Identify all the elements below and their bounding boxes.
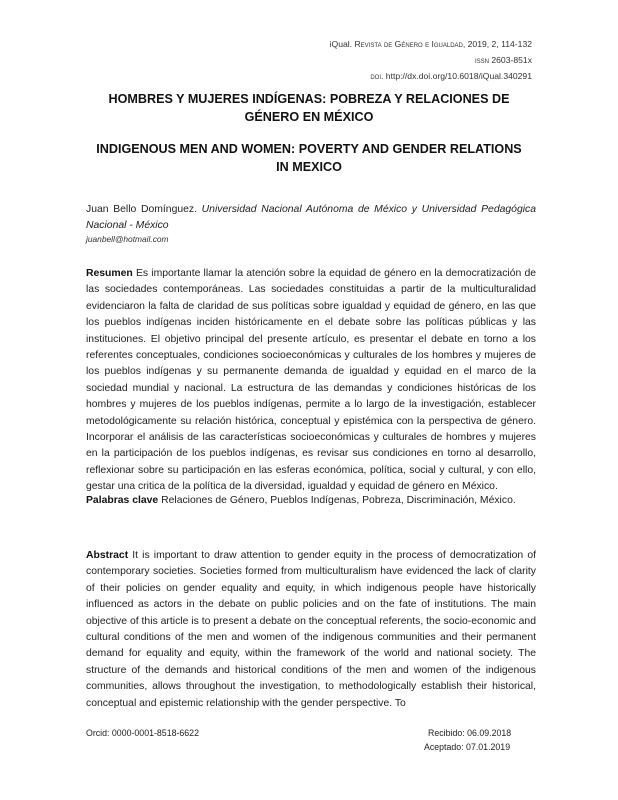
journal-doi <box>330 68 532 84</box>
title-english <box>70 140 548 176</box>
author-affiliation: Universidad Nacional Autónoma de México y Universidad Pedagógica Nacional - México <box>86 204 537 232</box>
received-date: Recibido: 06.09.2018 <box>428 728 512 738</box>
abstract-paragraph <box>86 548 536 712</box>
journal-prefix: iQual. <box>329 39 355 49</box>
journal-header <box>330 36 532 84</box>
title-english-line-1: INDIGENOUS MEN AND WOMEN: POVERTY AND GENDER RELATIONS <box>96 142 522 156</box>
title-spanish-line-1: HOMBRES Y MUJERES INDÍGENAS: POBREZA Y RELACIONES DE <box>108 92 510 106</box>
accepted-date: Aceptado: 07.01.2019 <box>424 742 511 752</box>
keywords-paragraph <box>86 493 536 509</box>
author-email[interactable]: juanbell@hotmail.com <box>86 234 169 244</box>
journal-citation <box>330 36 532 52</box>
abstract-label: Abstract <box>86 550 129 561</box>
resumen-label: Resumen <box>86 268 133 279</box>
abstract-text: It is important to draw attention to gender equity in the process of democratization of contemporary societies. Societies formed from multiculturalism have evidenced the lack of clarity of their policies on gender equality and equity, in which indigenous people have historically influenced as actors in the debate on public policies and on the fate of institutions. The main objective of this article is to present a debate on the conceptual referents, the socio-economic and cultural conditions of the men and women of the indigenous communities and their permanent demand for equality and equity, within the framework of the world and national society. The structure of the demands and historical conditions of the men and women of the indigenous communities, allows throughout the investigation, to methodologically establish their historical, conceptual and epistemic relationship with the gender perspective. To <box>86 550 536 709</box>
author-block <box>86 202 536 235</box>
orcid: Orcid: 0000-0001-8518-6622 <box>86 728 199 738</box>
title-spanish-line-2: GÉNERO EN MÉXICO <box>244 110 374 124</box>
journal-issue: , 2019, 2, 114-132 <box>462 39 532 49</box>
doi-link[interactable]: . http://dx.doi.org/10.6018/iQual.340291 <box>381 71 532 81</box>
issn-label: issn <box>474 55 489 65</box>
title-english-line-2: IN MEXICO <box>276 160 342 174</box>
resumen-text: Es importante llamar la atención sobre la equidad de género en la democratización de las sociedades contemporáneas. Las sociedades constituidas a partir de la multiculturalidad evidenciaron la falta de claridad de sus políticas sobre igualdad y equidad de género, en las que los pueblos indígenas inciden históricamente en el debate sobre las políticas públicas y las instituciones. El objetivo principal del presente artículo, es presentar el debate en torno a los referentes conceptuales, condiciones socioeconómicas y culturales de los hombres y mujeres de los pueblos indígenas y su permanente demanda de igualdad y equidad en el marco de la sociedad mundial y nacional. La estructura de las demandas y condiciones históricas de los hombres y mujeres de los pueblos indígenas, permite a lo largo de la investigación, establecer metodológicamente su relación histórica, conceptual y epistémica con la perspectiva de género. Incorporar el análisis de las características socioeconómicas y culturales de hombres y mujeres en la participación de los pueblos indígenas, es revisar sus condiciones en torno al desarrollo, reflexionar sobre su participación en las esferas económica, política, social y cultural, y con ello, gestar una critica de la política de la diversidad, igualdad y equidad de género en México. <box>86 268 536 493</box>
issn-value: 2603-851x <box>488 55 532 65</box>
journal-issn <box>330 52 532 68</box>
keywords-text: Relaciones de Género, Pueblos Indígenas, Pobreza, Discriminación, México. <box>161 495 516 506</box>
keywords-label: Palabras clave <box>86 495 159 506</box>
title-spanish <box>70 90 548 126</box>
journal-name: Revista de Género e Igualdad <box>354 39 463 49</box>
resumen-paragraph <box>86 266 536 496</box>
author-name: Juan Bello Domínguez. <box>86 204 197 215</box>
doi-label: doi <box>370 71 382 81</box>
